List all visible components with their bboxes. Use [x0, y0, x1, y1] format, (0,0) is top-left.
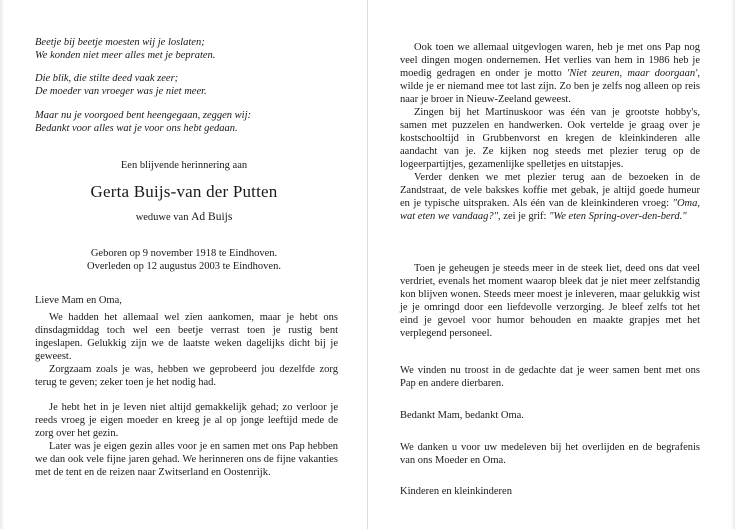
- widow-prefix: weduwe van: [135, 212, 189, 223]
- poem-line: De moeder van vroeger was je niet meer.: [35, 85, 207, 97]
- oma-answer: "We eten Spring-over-den-berd.": [549, 210, 687, 222]
- poem-stanza-3: [35, 110, 335, 136]
- poem-line: Bedankt voor alles wat je voor ons hebt gedaan.: [35, 122, 238, 134]
- grandchild-question: "Oma, wat eten we vandaag?": [400, 197, 700, 222]
- left-paragraph-4: Later was je eigen gezin alles voor je en samen met ons Pap hebben we dan ook vele fijne jaren gehad. We herinneren ons de fijne vakanties met de tent en de reizen naar Zwitserland en Oostenrijk.: [35, 441, 338, 478]
- p3-text-mid: , zei je grif:: [498, 210, 550, 222]
- poem-line: Maar nu je voorgoed bent heengegaan, zeggen wij:: [35, 110, 251, 121]
- poem-line: Die blik, die stilte deed vaak zeer;: [35, 73, 179, 84]
- motto-quote: 'Niet zeuren, maar doorgaan': [566, 67, 698, 79]
- salutation: Lieve Mam en Oma,: [35, 295, 122, 306]
- spouse-name: Ad Buijs: [191, 211, 233, 223]
- poem-line: We konden niet meer alles met je bepraten.: [35, 49, 216, 61]
- right-paragraph-5: We vinden nu troost in de gedachte dat je weer samen bent met ons Pap en andere dierbaren.: [400, 365, 700, 389]
- p1-text-start: Ook toen we allemaal uitgevlogen waren, heb je met ons Pap nog veel dingen mogen ondernemen. Het verlies van hem in 1986 heb je moedig gedragen en onder je motto: [400, 42, 700, 79]
- left-paragraph-3: Je hebt het in je leven niet altijd gemakkelijk gehad; zo verloor je reeds vroeg je eigen moeder en kreeg je al op jonge leeftijd mede de zorg over het gezin.: [35, 402, 338, 439]
- widow-line: [34, 211, 334, 225]
- right-page: [368, 0, 735, 529]
- left-paragraph-1: We hadden het allemaal wel zien aankomen, maar je hebt ons dinsdagmiddag toch wel een beetje verrast toen je rustig bent ingeslapen. Gelukkig zijn we de laatste weken dagelijks dicht bij je geweest.: [35, 312, 338, 362]
- poem-stanza-2: [35, 73, 335, 99]
- signature: Kinderen en kleinkinderen: [400, 486, 512, 497]
- p1-text-end: , wilde je er niemand mee tot last zijn. Zo ben je zelfs nog alleen op reis naar je broer in Nieuw-Zeeland geweest.: [400, 67, 700, 105]
- memorial-intro: Een blijvende herinnering aan: [120, 160, 248, 171]
- right-paragraph-6: Bedankt Mam, bedankt Oma.: [400, 410, 524, 421]
- right-paragraph-2: Zingen bij het Martinuskoor was één van je grootste hobby's, samen met puzzelen en handwerken. Ook vertelde je graag over je kostschooltijd in Grubbenvorst en kregen de kleinkinderen alle aandacht van je. Ze kijken nog steeds met plezier terug op de logeerpartijtjes, gezamenlijke spelletjes en uitstapjes.: [400, 107, 700, 170]
- poem-line: Beetje bij beetje moesten wij je loslaten;: [35, 37, 205, 48]
- death-line: Overleden op 12 augustus 2003 te Eindhoven.: [87, 261, 281, 272]
- p3-text-start: Verder denken we met plezier terug aan de bezoeken in de Zandstraat, de vele bakskes koffie met gebak, je altijd goede humeur en je typische uitspraken. Als één van de kleinkinderen vroeg:: [400, 172, 700, 209]
- deceased-name: Gerta Buijs-van der Putten: [90, 182, 278, 201]
- right-paragraph-1: [400, 42, 700, 107]
- left-paragraph-2: Zorgzaam zoals je was, hebben we geprobeerd jou dezelfde zorg terug te geven; zeker toen je het nodig had.: [35, 364, 338, 388]
- page-edge-right: [731, 0, 735, 529]
- right-paragraph-7: We danken u voor uw medeleven bij het overlijden en de begrafenis van ons Moeder en Oma.: [400, 442, 700, 466]
- right-paragraph-4: Toen je geheugen je steeds meer in de steek liet, deed ons dat veel verdriet, evenals het moment waarop bleek dat je niet meer zelfstandig kon blijven wonen. Steeds meer moest je inleveren, maar gelukkig wist je je omringd door een liefdevolle verzorging. Je bleef zelfs tot het eind je gevoel voor humor behouden en maakte grapjes met het verplegend personeel.: [400, 263, 700, 339]
- right-paragraph-3: [400, 172, 700, 224]
- birth-line: Geboren op 9 november 1918 te Eindhoven.: [90, 248, 278, 259]
- poem-stanza-1: [35, 37, 335, 63]
